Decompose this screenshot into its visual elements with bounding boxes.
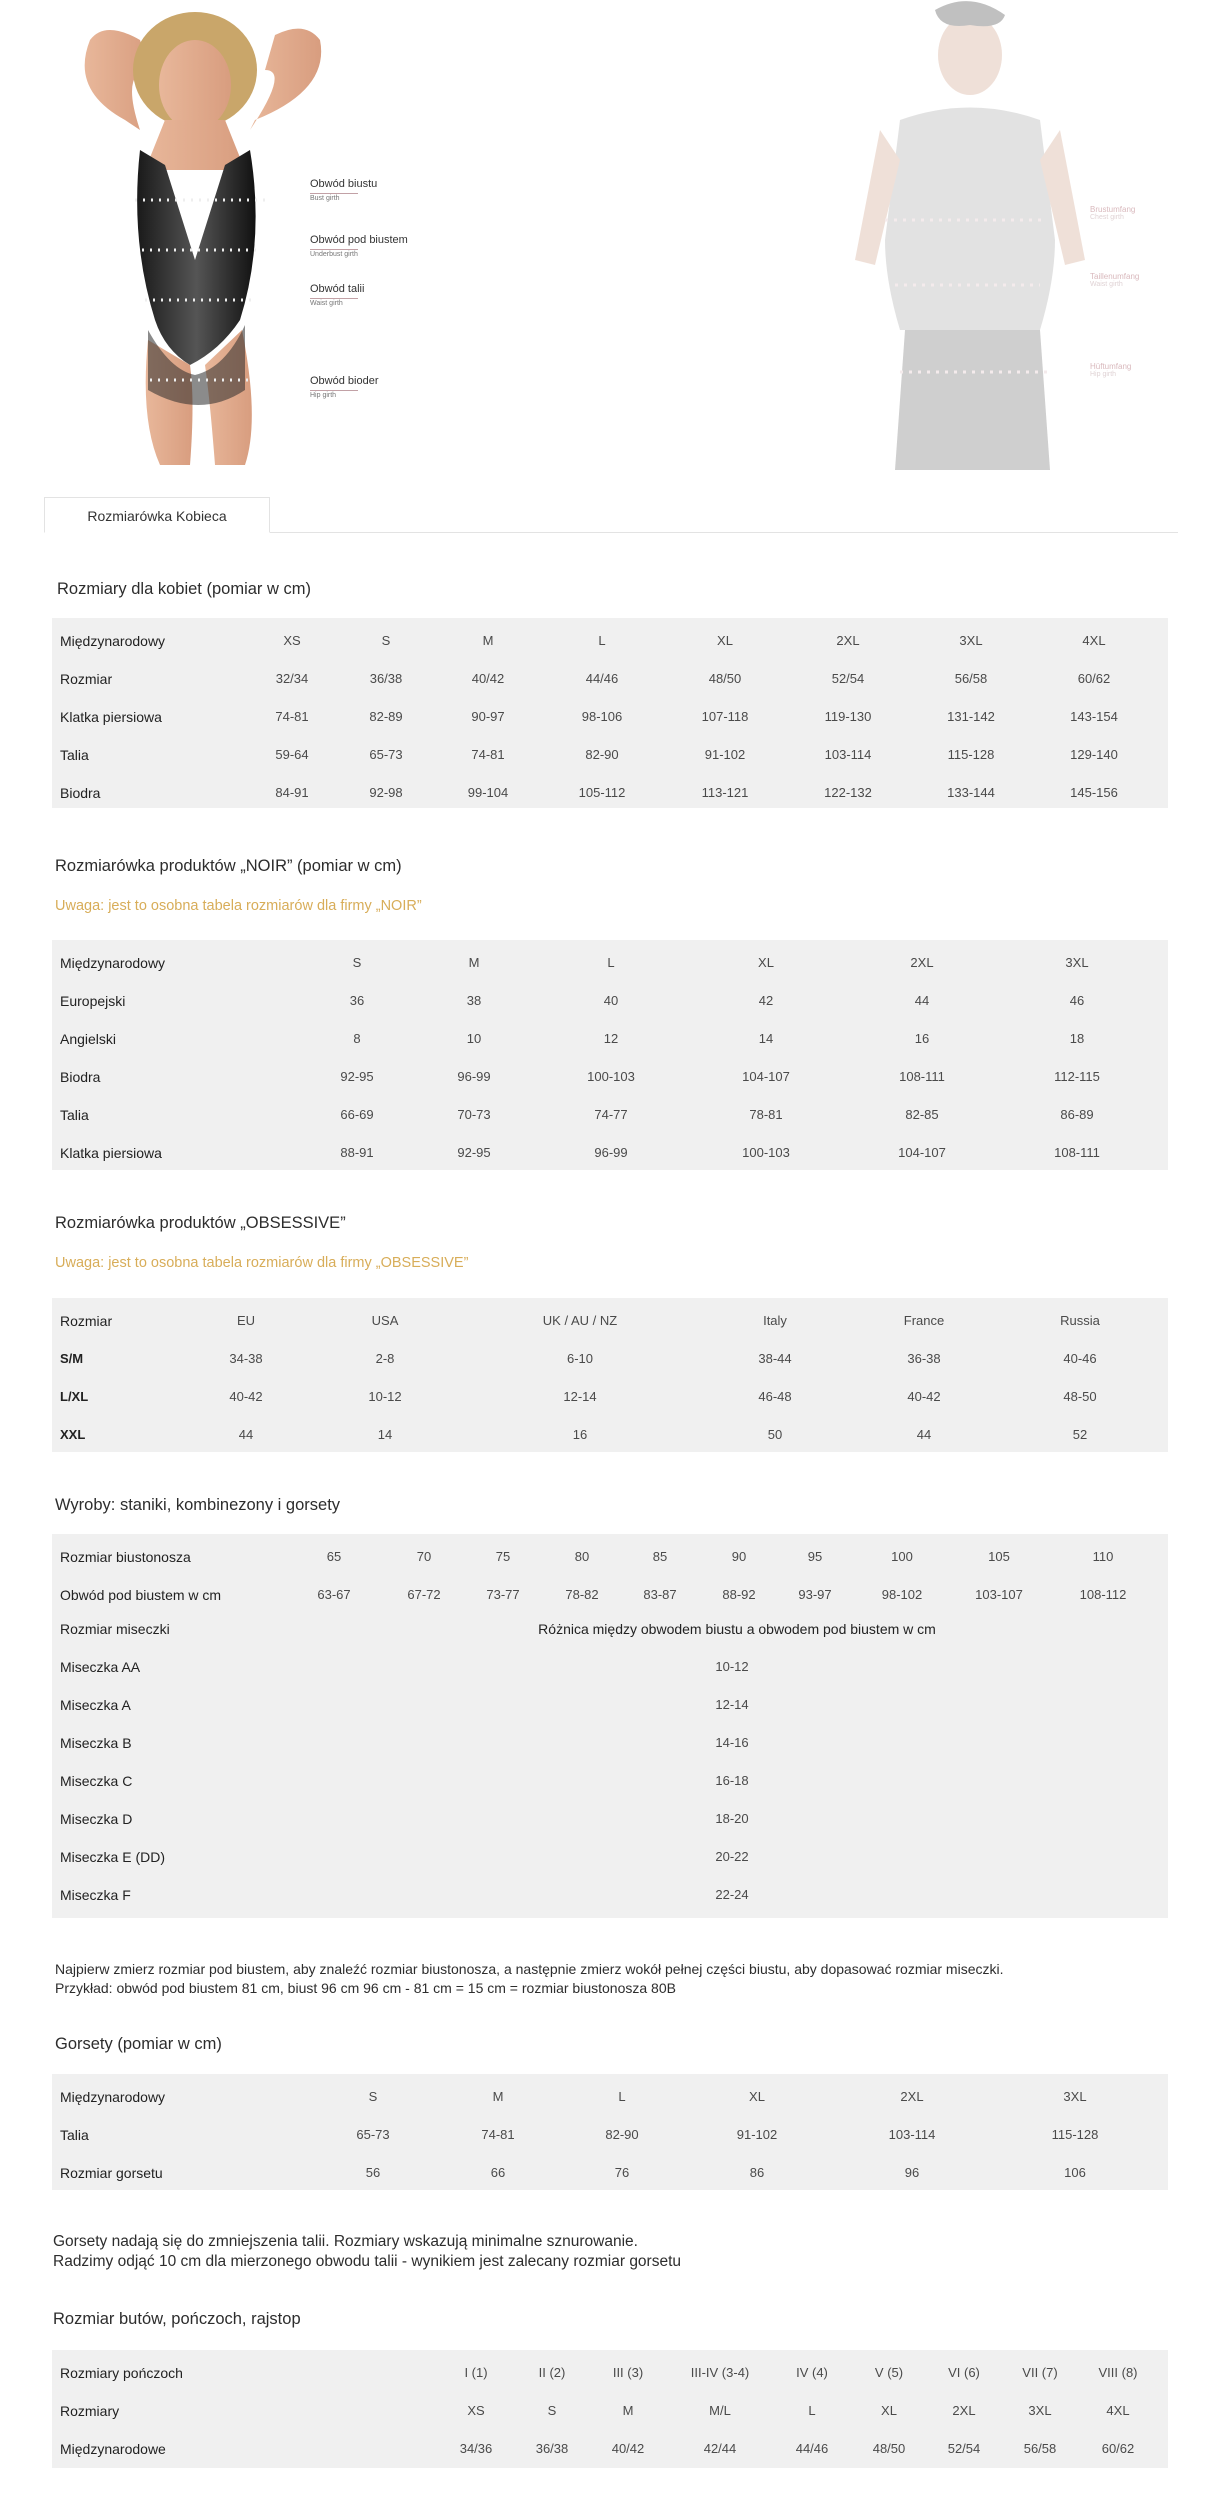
table-row (52, 1058, 1168, 1096)
table-cell: 145-156 (1070, 785, 1118, 800)
row-label: L/XL (60, 1389, 89, 1404)
table-cell: 34/36 (459, 2441, 493, 2456)
table-row (52, 2430, 1168, 2468)
hip-girth-label: Obwód bioder Hip girth (310, 375, 379, 399)
table-cell: 40 (603, 993, 619, 1008)
table-cell: 67-72 (407, 1587, 441, 1602)
row-label: Talia (60, 1107, 89, 1123)
table-cell: XL (749, 2089, 765, 2104)
cup-value: 22-24 (715, 1887, 749, 1902)
row-label: Międzynarodowy (60, 633, 166, 649)
cup-label: Miseczka E (DD) (60, 1849, 166, 1865)
table-cell: 3XL (959, 633, 983, 648)
table-cell: 122-132 (824, 785, 872, 800)
waist-girth-label: Obwód talii Waist girth (310, 283, 365, 307)
table-row (52, 660, 1168, 698)
table-cell: 65 (326, 1549, 342, 1564)
table-cell: 56 (365, 2165, 381, 2180)
table-cell: 50 (767, 1427, 783, 1442)
table-cell: M/L (709, 2403, 731, 2418)
table-cell: 2XL (952, 2403, 976, 2418)
table-cell: 96-99 (457, 1069, 491, 1084)
table-cell: 133-144 (947, 785, 995, 800)
row-label: Rozmiar (60, 1313, 113, 1329)
table-cell: M (482, 633, 494, 648)
table-cell: 73-77 (486, 1587, 520, 1602)
table-cell: 86-89 (1060, 1107, 1094, 1122)
row-label: Talia (60, 747, 89, 763)
table-cell: 70 (416, 1549, 432, 1564)
table-cell: VII (7) (1022, 2365, 1058, 2380)
table-cell: 10 (466, 1031, 482, 1046)
table-cell: 86 (749, 2165, 765, 2180)
table-row (52, 622, 1168, 660)
table-cell: 34-38 (229, 1351, 263, 1366)
table-cell: 92-95 (340, 1069, 374, 1084)
table-cell: L (598, 633, 606, 648)
underbust-girth-label: Obwód pod biustem Underbust girth (310, 234, 408, 258)
table-cell: IV (4) (796, 2365, 828, 2380)
table-cell: 40-46 (1063, 1351, 1097, 1366)
table-cell: 65-73 (369, 747, 403, 762)
table-row (52, 982, 1168, 1020)
table-cell: I (1) (464, 2365, 488, 2380)
table-cell: 52/54 (947, 2441, 981, 2456)
table-cell: 60/62 (1077, 671, 1111, 686)
table-cell: 44 (916, 1427, 932, 1442)
row-label: Biodra (60, 1069, 101, 1085)
table-cell: 96 (904, 2165, 920, 2180)
table-cell: 40-42 (907, 1389, 941, 1404)
table-cell: 80 (574, 1549, 590, 1564)
table-cell: USA (371, 1313, 399, 1328)
row-label: Klatka piersiowa (60, 1145, 162, 1161)
table-cell: 129-140 (1070, 747, 1118, 762)
row-label: Rozmiar (60, 671, 113, 687)
table-cell: 44 (914, 993, 930, 1008)
male-model-image (840, 0, 1120, 470)
table-cell: 93-97 (798, 1587, 832, 1602)
table-cell: VIII (8) (1098, 2365, 1138, 2380)
table-cell: 36/38 (369, 671, 403, 686)
table-cell: V (5) (874, 2365, 904, 2380)
table-row (52, 1538, 1168, 1576)
table-cell: 74-81 (471, 747, 505, 762)
table-cell: 48/50 (708, 671, 742, 686)
cup-row (52, 1724, 1168, 1762)
table-cell: 48/50 (872, 2441, 906, 2456)
table-cell: 82-89 (369, 709, 403, 724)
table-cell: 103-107 (975, 1587, 1023, 1602)
table-cell: 42/44 (703, 2441, 737, 2456)
cup-row (52, 1648, 1168, 1686)
table-cell: 14 (758, 1031, 774, 1046)
table-row (52, 1134, 1168, 1172)
table-cell: 44 (238, 1427, 254, 1442)
cup-label: Miseczka D (60, 1811, 133, 1827)
bras-instruction: Najpierw zmierz rozmiar pod biustem, aby znaleźć rozmiar biustonosza, a następnie zmierz wokół pełnej części biustu, aby dopasować rozmiar miseczki. Przykład: obwód pod biustem 81 cm, biust 96 cm 96 cm - 81 cm = 15 cm = rozmiar biustonosza 80B (55, 1961, 1004, 1996)
table-row (52, 2354, 1168, 2392)
table-cell: XL (881, 2403, 897, 2418)
table-cell: 91-102 (704, 747, 746, 762)
male-hip-girth-label: Hüftumfang Hip girth (1090, 362, 1132, 378)
table-cell: 48-50 (1063, 1389, 1097, 1404)
row-label: S/M (60, 1351, 84, 1366)
table-cell: 6-10 (566, 1351, 594, 1366)
male-model-illustration (840, 0, 1120, 470)
table-cell: 115-128 (947, 747, 995, 762)
table-cell: XL (717, 633, 733, 648)
table-cell: 2-8 (375, 1351, 395, 1366)
table-cell: 66-69 (340, 1107, 374, 1122)
obsessive-sizes-table (52, 1298, 1168, 1452)
table-cell: L (607, 955, 615, 970)
table-cell: S (547, 2403, 557, 2418)
row-label: Angielski (60, 1031, 117, 1047)
table-cell: 88-91 (340, 1145, 374, 1160)
table-cell: 92-95 (457, 1145, 491, 1160)
table-cell: 82-85 (905, 1107, 939, 1122)
table-cell: 10-12 (368, 1389, 402, 1404)
table-row (52, 1096, 1168, 1134)
table-cell: 52 (1072, 1427, 1088, 1442)
table-cell: 16 (914, 1031, 930, 1046)
table-cell: 108-111 (1054, 1145, 1100, 1160)
table-row (52, 698, 1168, 736)
table-cell: 44/46 (585, 671, 619, 686)
table-cell: 113-121 (701, 785, 749, 800)
table-cell: 74-81 (275, 709, 309, 724)
table-cell: 88-92 (722, 1587, 756, 1602)
cup-label: Miseczka AA (60, 1659, 141, 1675)
table-cell: 107-118 (701, 709, 749, 724)
table-cell: 42 (758, 993, 774, 1008)
table-cell: S (381, 633, 391, 648)
noir-sizes-title: Rozmiarówka produktów „NOIR” (pomiar w cm) (55, 857, 402, 875)
row-label: Rozmiary pończoch (60, 2365, 183, 2381)
table-cell: 104-107 (742, 1069, 790, 1084)
table-row (52, 2392, 1168, 2430)
table-cell: 106 (1064, 2165, 1086, 2180)
table-row (52, 1340, 1168, 1378)
row-label: Klatka piersiowa (60, 709, 162, 725)
table-cell: 143-154 (1070, 709, 1118, 724)
table-cell: UK / AU / NZ (542, 1313, 618, 1328)
chest-girth-label: Brustumfang Chest girth (1090, 205, 1136, 221)
cup-value: 18-20 (715, 1811, 749, 1826)
tab-women-sizes[interactable]: Rozmiarówka Kobieca (44, 497, 270, 533)
table-row (52, 2116, 1168, 2154)
table-cell: 18 (1069, 1031, 1085, 1046)
table-cell: 105-112 (578, 785, 626, 800)
table-cell: S (368, 2089, 378, 2104)
table-cell: M (622, 2403, 634, 2418)
table-cell: 96-99 (594, 1145, 628, 1160)
cup-value: 14-16 (715, 1735, 749, 1750)
table-cell: 14 (377, 1427, 393, 1442)
table-cell: 100-103 (587, 1069, 635, 1084)
table-cell: 110 (1092, 1549, 1114, 1564)
row-label: XXL (60, 1427, 86, 1442)
table-cell: 108-112 (1079, 1587, 1127, 1602)
cup-value: 20-22 (715, 1849, 749, 1864)
table-cell: 85 (652, 1549, 668, 1564)
table-cell: 98-102 (881, 1587, 923, 1602)
table-cell: 2XL (836, 633, 860, 648)
table-cell: XL (758, 955, 774, 970)
table-cell: 78-82 (565, 1587, 599, 1602)
cup-value: 12-14 (715, 1697, 749, 1712)
cup-label: Miseczka C (60, 1773, 133, 1789)
table-cell: 74-77 (594, 1107, 628, 1122)
corsets-instruction: Gorsety nadają się do zmniejszenia talii. Rozmiary wskazują minimalne sznurowanie. Radzimy odjąć 10 cm dla mierzonego obwodu talii - wynikiem jest zalecany rozmiar gorsetu (53, 2233, 682, 2270)
cup-row (52, 1800, 1168, 1838)
table-cell: 112-115 (1054, 1069, 1100, 1084)
table-cell: 36-38 (907, 1351, 941, 1366)
table-cell: 40/42 (611, 2441, 645, 2456)
table-cell: 100-103 (742, 1145, 790, 1160)
table-row (52, 1302, 1168, 1340)
table-row (52, 1020, 1168, 1058)
table-cell: S (352, 955, 362, 970)
table-cell: 12 (603, 1031, 619, 1046)
table-cell: 75 (495, 1549, 511, 1564)
table-cell: M (468, 955, 480, 970)
bras-sizes-table (52, 1534, 1168, 1918)
row-label: Europejski (60, 993, 126, 1009)
table-cell: EU (236, 1313, 256, 1328)
row-label: Międzynarodowe (60, 2441, 166, 2457)
row-label: Rozmiar biustonosza (60, 1549, 191, 1565)
table-cell: III (3) (612, 2365, 644, 2380)
table-cell: 84-91 (275, 785, 309, 800)
cup-row (52, 1686, 1168, 1724)
table-cell: 65-73 (356, 2127, 390, 2142)
table-cell: 16 (572, 1427, 588, 1442)
table-row (52, 1416, 1168, 1454)
table-cell: 92-98 (369, 785, 403, 800)
table-cell: 2XL (900, 2089, 924, 2104)
table-cell: 3XL (1065, 955, 1089, 970)
row-label: Międzynarodowy (60, 955, 166, 971)
table-cell: 3XL (1063, 2089, 1087, 2104)
table-cell: 52/54 (831, 671, 865, 686)
table-cell: 44/46 (795, 2441, 829, 2456)
table-cell: 82-90 (585, 747, 619, 762)
table-cell: 66 (490, 2165, 506, 2180)
table-cell: 74-81 (481, 2127, 515, 2142)
table-cell: 4XL (1106, 2403, 1130, 2418)
cup-value: Różnica między obwodem biustu a obwodem pod biustem w cm (538, 1621, 936, 1637)
table-cell: 105 (988, 1549, 1010, 1564)
row-label: Biodra (60, 785, 101, 801)
corsets-sizes-table (52, 2074, 1168, 2190)
table-cell: 4XL (1082, 633, 1106, 648)
table-cell: 12-14 (563, 1389, 597, 1404)
table-cell: 36/38 (535, 2441, 569, 2456)
noir-sizes-table (52, 940, 1168, 1170)
cup-row (52, 1838, 1168, 1876)
row-label: Międzynarodowy (60, 2089, 166, 2105)
bust-girth-label: Obwód biustu Bust girth (310, 178, 378, 202)
table-cell: 99-104 (467, 785, 509, 800)
table-row (52, 1576, 1168, 1614)
table-cell: 108-111 (899, 1069, 945, 1084)
table-cell: 103-114 (888, 2127, 936, 2142)
women-sizes-table (52, 618, 1168, 808)
corsets-sizes-title: Gorsety (pomiar w cm) (55, 2035, 222, 2053)
table-cell: France (903, 1313, 945, 1328)
table-cell: II (2) (538, 2365, 566, 2380)
table-cell: Italy (763, 1313, 787, 1328)
cup-label: Miseczka B (60, 1735, 132, 1751)
table-cell: 38 (466, 993, 482, 1008)
bras-sizes-title: Wyroby: staniki, kombinezony i gorsety (55, 1496, 341, 1514)
table-cell: 38-44 (758, 1351, 792, 1366)
table-cell: 103-114 (824, 747, 872, 762)
table-cell: 56/58 (1023, 2441, 1057, 2456)
table-cell: 76 (614, 2165, 630, 2180)
table-cell: 104-107 (898, 1145, 946, 1160)
table-cell: 40-42 (229, 1389, 263, 1404)
table-cell: 91-102 (736, 2127, 778, 2142)
table-cell: M (492, 2089, 504, 2104)
table-cell: 46 (1069, 993, 1085, 1008)
table-row (52, 944, 1168, 982)
table-row (52, 774, 1168, 812)
table-row (52, 736, 1168, 774)
table-cell: 60/62 (1101, 2441, 1135, 2456)
noir-note: Uwaga: jest to osobna tabela rozmiarów dla firmy „NOIR” (55, 898, 422, 914)
table-cell: 59-64 (275, 747, 309, 762)
obsessive-note: Uwaga: jest to osobna tabela rozmiarów dla firmy „OBSESSIVE” (55, 1255, 469, 1271)
stockings-sizes-title: Rozmiar butów, pończoch, rajstop (53, 2310, 301, 2328)
table-cell: 32/34 (275, 671, 309, 686)
table-cell: 115-128 (1051, 2127, 1099, 2142)
table-cell: XS (283, 633, 301, 648)
cup-label: Miseczka A (60, 1697, 131, 1713)
table-cell: 46-48 (758, 1389, 792, 1404)
table-cell: 82-90 (605, 2127, 639, 2142)
table-cell: 78-81 (749, 1107, 783, 1122)
cup-row (52, 1762, 1168, 1800)
table-cell: 90-97 (471, 709, 505, 724)
table-cell: 119-130 (824, 709, 872, 724)
women-sizes-title: Rozmiary dla kobiet (pomiar w cm) (57, 580, 311, 598)
table-cell: XS (467, 2403, 485, 2418)
table-cell: 95 (807, 1549, 823, 1564)
cup-header-row (52, 1610, 1168, 1648)
table-cell: 56/58 (954, 671, 988, 686)
cup-label: Rozmiar miseczki (60, 1621, 170, 1637)
row-label: Rozmiar gorsetu (60, 2165, 163, 2181)
table-cell: III-IV (3-4) (690, 2365, 750, 2380)
cup-label: Miseczka F (60, 1887, 131, 1903)
table-cell: 83-87 (643, 1587, 677, 1602)
table-cell: 2XL (910, 955, 934, 970)
table-cell: 100 (891, 1549, 913, 1564)
table-cell: L (808, 2403, 816, 2418)
cup-row (52, 1876, 1168, 1914)
table-cell: 98-106 (581, 709, 623, 724)
obsessive-sizes-title: Rozmiarówka produktów „OBSESSIVE” (55, 1214, 346, 1232)
row-label: Rozmiary (60, 2403, 120, 2419)
table-cell: 36 (349, 993, 365, 1008)
table-cell: Russia (1060, 1313, 1100, 1328)
table-row (52, 2154, 1168, 2192)
table-cell: 70-73 (457, 1107, 491, 1122)
table-cell: 131-142 (947, 709, 995, 724)
cup-value: 10-12 (715, 1659, 749, 1674)
male-waist-girth-label: Taillenumfang Waist girth (1090, 272, 1140, 288)
row-label: Talia (60, 2127, 89, 2143)
table-cell: VI (6) (948, 2365, 980, 2380)
table-row (52, 2078, 1168, 2116)
table-cell: 3XL (1028, 2403, 1052, 2418)
row-label: Obwód pod biustem w cm (60, 1587, 222, 1603)
table-row (52, 1378, 1168, 1416)
table-cell: 63-67 (317, 1587, 351, 1602)
table-cell: 90 (731, 1549, 747, 1564)
table-cell: 40/42 (471, 671, 505, 686)
table-cell: 8 (353, 1031, 361, 1046)
cup-value: 16-18 (715, 1773, 749, 1788)
table-cell: L (618, 2089, 626, 2104)
stockings-sizes-table (52, 2350, 1168, 2468)
